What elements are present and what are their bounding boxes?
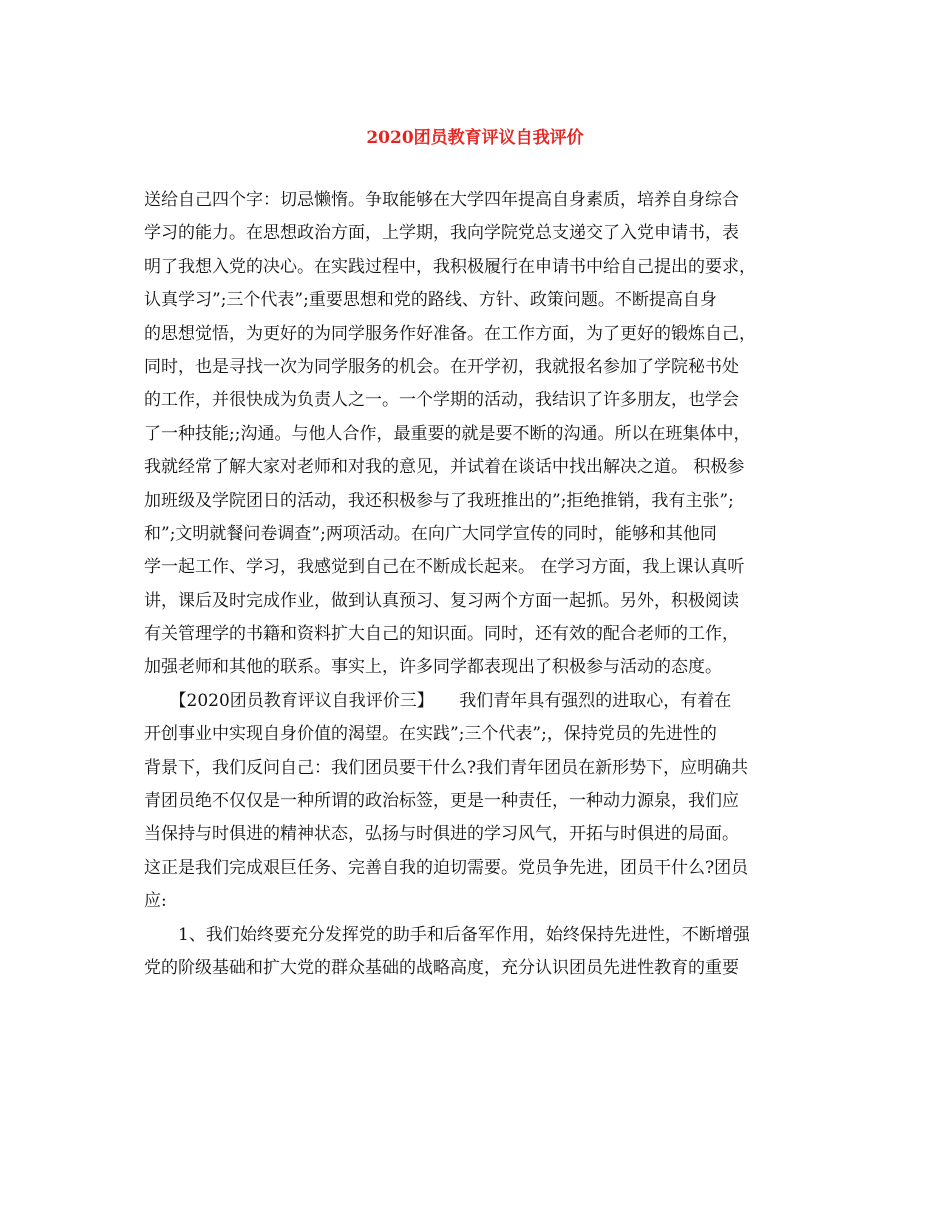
body-line: 讲，课后及时完成作业，做到认真预习、复习两个方面一起抓。另外，积极阅读 — [144, 590, 739, 611]
document-title: 2020团员教育评议自我评价 — [366, 128, 584, 148]
section-heading-line: 【2020团员教育评议自我评价三】 我们青年具有强烈的进取心，有着在 — [144, 690, 732, 711]
body-line: 的工作，并很快成为负责人之一。一个学期的活动，我结识了许多朋友，也学会 — [144, 390, 739, 411]
body-line: 加强老师和其他的联系。事实上，许多同学都表现出了积极参与活动的态度。 — [144, 657, 722, 678]
body-line: 应: — [144, 891, 167, 912]
body-line: 了一种技能;;沟通。与他人合作，最重要的就是要不断的沟通。所以在班集体中， — [144, 423, 751, 444]
body-line: 这正是我们完成艰巨任务、完善自我的迫切需要。党员争先进，团员干什么?团员 — [144, 857, 749, 878]
body-line: 我就经常了解大家对老师和对我的意见，并试着在谈话中找出解决之道。 积极参 — [144, 457, 745, 478]
body-line: 加班级及学院团日的活动，我还积极参与了我班推出的”;拒绝推销，我有主张”; — [144, 490, 734, 511]
body-line: 学一起工作、学习，我感觉到自己在不断成长起来。 在学习方面，我上课认真听 — [144, 557, 745, 578]
body-line: 开创事业中实现自身价值的渴望。在实践”;三个代表”;，保持党员的先进性的 — [144, 724, 717, 745]
body-line: 青团员绝不仅仅是一种所谓的政治标签，更是一种责任，一种动力源泉，我们应 — [144, 791, 739, 812]
body-line: 背景下，我们反问自己：我们团员要干什么?我们青年团员在新形势下，应明确共 — [144, 757, 749, 778]
body-line: 同时，也是寻找一次为同学服务的机会。在开学初，我就报名参加了学院秘书处 — [144, 356, 739, 377]
body-line: 有关管理学的书籍和资料扩大自己的知识面。同时，还有效的配合老师的工作， — [144, 624, 739, 645]
body-line: 认真学习”;三个代表”;重要思想和党的路线、方针、政策问题。不断提高自身 — [144, 290, 717, 311]
numbered-item-line: 1、我们始终要充分发挥党的助手和后备军作用，始终保持先进性，不断增强 — [144, 924, 750, 945]
document-body — [144, 184, 816, 985]
body-line: 学习的能力。在思想政治方面，上学期，我向学院党总支递交了入党申请书，表 — [144, 223, 739, 244]
body-line: 的思想觉悟，为更好的为同学服务作好准备。在工作方面，为了更好的锻炼自己， — [144, 323, 756, 344]
body-line: 明了我想入党的决心。在实践过程中，我积极履行在申请书中给自己提出的要求， — [144, 256, 756, 277]
body-line: 党的阶级基础和扩大党的群众基础的战略高度，充分认识团员先进性教育的重要 — [144, 957, 739, 978]
body-line: 送给自己四个字：切忌懒惰。争取能够在大学四年提高自身素质，培养自身综合 — [144, 190, 739, 210]
body-line: 和”;文明就餐问卷调查”;两项活动。在向广大同学宣传的同时，能够和其他同 — [144, 523, 717, 544]
body-line: 当保持与时俱进的精神状态，弘扬与时俱进的学习风气，开拓与时俱进的局面。 — [144, 824, 739, 845]
